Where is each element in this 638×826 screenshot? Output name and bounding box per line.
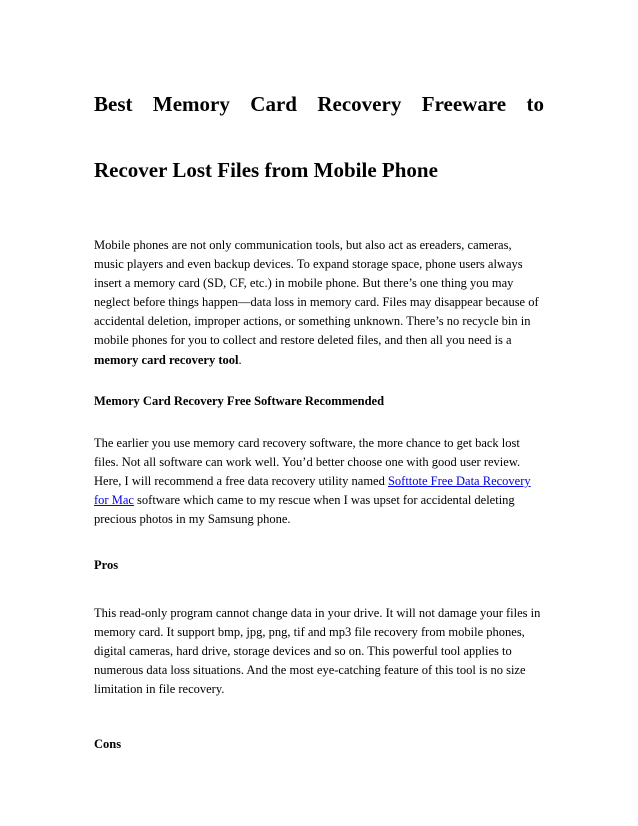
section-heading-pros: Pros	[94, 558, 119, 572]
intro-line: mobile phones for you to collect and restore deleted files, and then all you need is a	[94, 333, 512, 348]
softtote-link-continued[interactable]: for Mac	[94, 493, 134, 508]
softtote-link[interactable]: Softtote Free Data Recovery	[387, 474, 531, 489]
document-title-line-1: Best Memory Card Recovery Freeware to	[94, 92, 544, 116]
intro-paragraph	[94, 236, 546, 370]
recommended-line: precious photos in my Samsung phone.	[94, 512, 291, 527]
recommended-line-text: Here, I will recommend a free data recovery utility named	[94, 474, 388, 489]
recommended-line	[94, 472, 546, 491]
recommended-paragraph	[94, 434, 546, 529]
recommended-line-text: software which came to my rescue when I was upset for accidental deleting	[133, 493, 515, 508]
pros-line: digital cameras, hard drive, storage devices and so on. This powerful tool applies to	[94, 644, 512, 659]
pros-paragraph	[94, 604, 546, 699]
intro-line: neglect before things happen—data loss in memory card. Files may disappear because of	[94, 295, 539, 310]
intro-line: Mobile phones are not only communication tools, but also act as ereaders, cameras,	[94, 238, 512, 252]
pros-line: memory card. It support bmp, jpg, png, tif and mp3 file recovery from mobile phones,	[94, 625, 525, 640]
intro-line: accidental deletion, improper actions, or something unknown. There’s no recycle bin in	[94, 314, 531, 329]
memory-card-recovery-tool-emphasis: memory card recovery tool	[94, 352, 239, 367]
recommended-line	[94, 491, 546, 510]
recommended-line: The earlier you use memory card recovery software, the more chance to get back lost	[94, 436, 520, 450]
intro-line: insert a memory card (SD, CF, etc.) in mobile phone. But there’s one thing you may	[94, 276, 514, 291]
pros-line: numerous data loss situations. And the most eye-catching feature of this tool is no size	[94, 663, 526, 678]
pros-line: limitation in file recovery.	[94, 682, 225, 697]
intro-line: music players and even backup devices. To expand storage space, phone users always	[94, 257, 523, 272]
intro-line-end: .	[238, 352, 242, 367]
section-heading-cons: Cons	[94, 737, 122, 751]
section-heading-recommended: Memory Card Recovery Free Software Recommended	[94, 394, 385, 408]
intro-line-last	[94, 351, 546, 370]
pros-line: This read-only program cannot change data in your drive. It will not damage your files in	[94, 606, 541, 620]
recommended-line: files. Not all software can work well. You’d better choose one with good user review.	[94, 455, 521, 470]
document-title-line-2: Recover Lost Files from Mobile Phone	[94, 158, 438, 182]
